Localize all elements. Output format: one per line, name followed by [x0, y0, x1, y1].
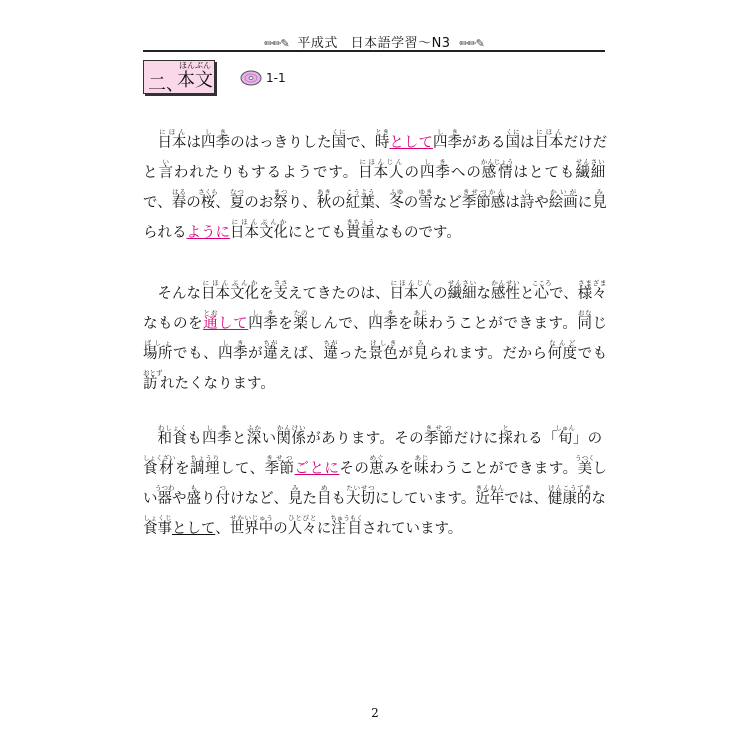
paragraph-text: そんな日本文化にほんぶんかを支ささえてきたのは、日本人にほんじんの繊細せんさいな感性かんせいと心こころで、様々さまざまなものを通とおして四季しきを楽たのしんで、四季しきを味あじわうことができます。同おなじ場所ばしょでも、四季しきが違ちがえば、違ちがった景色けしきが見みられます。だから何度なんどでも訪おとずれたくなります。 — [143, 279, 608, 392]
body-paragraph-3 — [143, 424, 607, 544]
header-rule — [143, 50, 605, 52]
pencil-deco-right-icon: ✏✏✎ — [459, 37, 484, 50]
running-header — [143, 32, 605, 51]
section-number: 二、 — [148, 74, 184, 95]
section-heading — [143, 60, 215, 94]
body-paragraph-1 — [143, 128, 607, 248]
audio-track-number: 1-1 — [266, 71, 286, 85]
section-title-reading: ほんぶん — [179, 61, 211, 70]
section-title-text: 本文 — [177, 70, 213, 91]
section-title — [177, 61, 213, 92]
pencil-deco-left-icon: ✏✏✎ — [264, 37, 289, 50]
paragraph-text: 日本にほんは四季しきのはっきりした国くにで、時ときとして四季しきがある国くには日本にほんだけだと言いわれたりもするようです。日本人にほんじんの四季しきへの感情かんじょうはとても繊細せんさいで、春はるの桜さくら、夏なつのお祭まつり、秋あきの紅葉こうよう、冬ふゆの雪ゆきなど季節感きせつかんは詩しや絵画かいがに見みられるように日本文化にほんぶんかにとても貴重きちょうなものです。 — [143, 128, 608, 241]
header-series-name: 平成式 — [297, 36, 338, 51]
body-paragraph-2 — [143, 279, 607, 399]
page-number: 2 — [371, 706, 379, 720]
paragraph-text: 和食わしょくも四季しきと深ふかい関係かんけいがあります。その季節きせつだけに採とれる「旬しゅん」の食材しょくざいを調理ちょうりして、季節きせつごとにその恵めぐみを味あじわうことができます。美うつくしい器うつわや盛もり付つけなど、見みた目めも大切たいせつにしています。近年きんねんでは、健康的けんこうてきな食事しょくじとして、世界中せかいじゅうの人々ひとびとに注目ちゅうもくされています。 — [143, 424, 608, 537]
header-book-title: 日本語学習〜N3 — [350, 36, 451, 51]
cd-icon[interactable] — [240, 70, 262, 86]
